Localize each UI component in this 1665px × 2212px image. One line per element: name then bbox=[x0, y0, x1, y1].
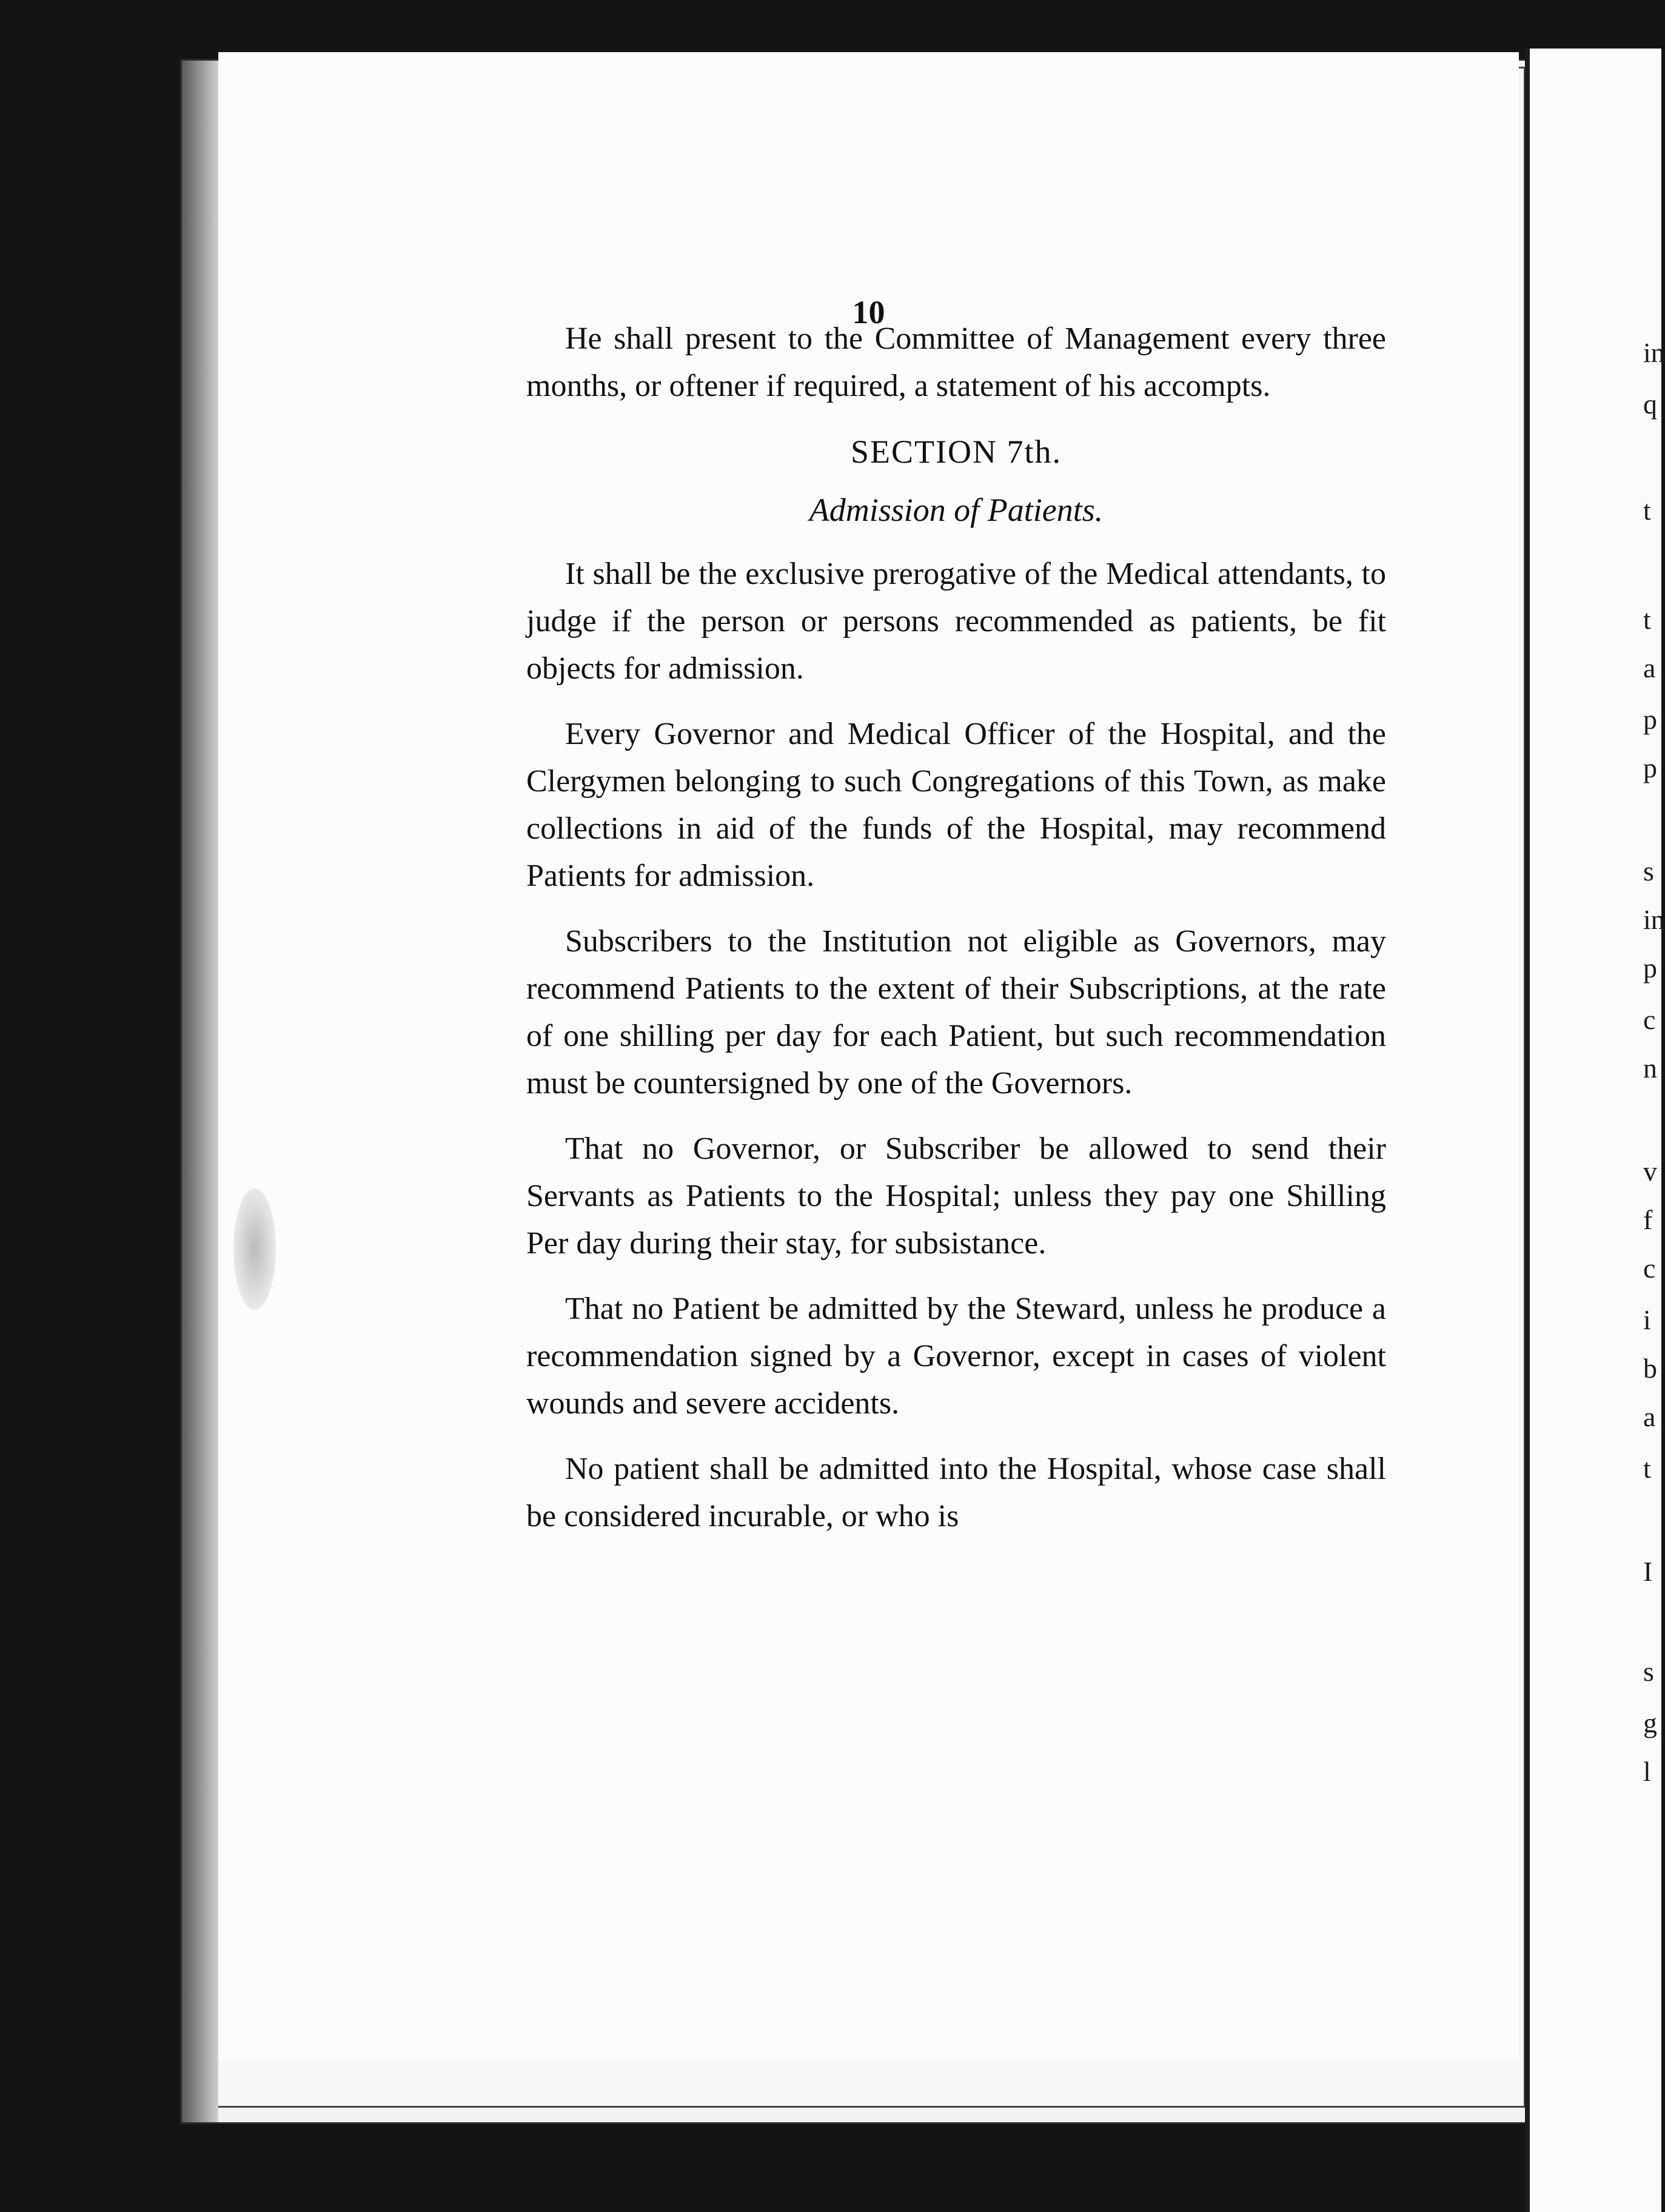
facing-page-line-fragment: in bbox=[1643, 904, 1665, 935]
facing-page-line-fragment: q bbox=[1643, 389, 1657, 420]
facing-page-line-fragment: t bbox=[1643, 604, 1651, 635]
facing-page-line-fragment: I bbox=[1643, 1556, 1653, 1587]
facing-page-line-fragment: c bbox=[1643, 1253, 1656, 1284]
section-subtitle: Admission of Patients. bbox=[809, 492, 1104, 528]
gutter-shadow bbox=[182, 61, 218, 2122]
facing-page-line-fragment: s bbox=[1643, 1656, 1654, 1687]
paragraph-subscribers: Subscribers to the Institution not eligible as Governors, may recommend Patients to the extent of their Subscriptions, at the rate of one shilling per day for each Patient, but such recommendation must be countersigned by one of the Governors. bbox=[526, 924, 1386, 1101]
facing-page-line-fragment: p bbox=[1643, 752, 1657, 783]
opening-paragraph: He shall present to the Committee of Management every three months, or oftener if required, a statement of his accompts. bbox=[526, 321, 1386, 403]
facing-page-line-fragment: in bbox=[1643, 337, 1665, 368]
facing-page-line-fragment: p bbox=[1643, 953, 1657, 984]
section-heading: SECTION 7th. bbox=[851, 434, 1062, 470]
page-smudge bbox=[233, 1188, 276, 1310]
facing-page-line-fragment: p bbox=[1643, 704, 1657, 735]
facing-page-line-fragment: i bbox=[1643, 1304, 1651, 1335]
page-number: 10 bbox=[852, 294, 885, 330]
facing-page-line-fragment: t bbox=[1643, 495, 1651, 526]
facing-page-line-fragment: a bbox=[1643, 1401, 1656, 1432]
facing-page-line-fragment: a bbox=[1643, 652, 1656, 683]
facing-page-line-fragment: v bbox=[1643, 1156, 1657, 1187]
facing-page-edge bbox=[1525, 49, 1661, 2212]
paragraph-incurable: No patient shall be admitted into the Hospital, whose case shall be considered incurable, or who is bbox=[526, 1452, 1386, 1533]
paragraph-servants: That no Governor, or Subscriber be allowed to send their Servants as Patients to the Hospital; unless they pay one Shilling Per day during their stay, for subsistance. bbox=[526, 1131, 1386, 1261]
paragraph-medical-prerogative: It shall be the exclusive prerogative of the Medical attendants, to judge if the person or persons recommended as patients, be fit objects for admission. bbox=[526, 557, 1386, 686]
facing-page-line-fragment: g bbox=[1643, 1708, 1657, 1738]
page-body-text bbox=[526, 315, 1386, 1556]
facing-page-line-fragment: l bbox=[1643, 1756, 1651, 1787]
facing-page-line-fragment: c bbox=[1643, 1004, 1656, 1035]
facing-page-line-fragment: b bbox=[1643, 1353, 1657, 1384]
facing-page-line-fragment: s bbox=[1643, 856, 1654, 886]
facing-page-line-fragment: n bbox=[1643, 1053, 1657, 1084]
facing-page-line-fragment: f bbox=[1643, 1204, 1653, 1235]
facing-page-line-fragment: t bbox=[1643, 1453, 1651, 1484]
paragraph-steward-admission: That no Patient be admitted by the Steward, unless he produce a recommendation signed by a Governor, except in cases of violent wounds and severe accidents. bbox=[526, 1292, 1386, 1421]
paragraph-recommenders: Every Governor and Medical Officer of the Hospital, and the Clergymen belonging to such Congregations of this Town, as make collections in aid of the funds of the Hospital, may recommend Patients for admission. bbox=[526, 717, 1386, 893]
